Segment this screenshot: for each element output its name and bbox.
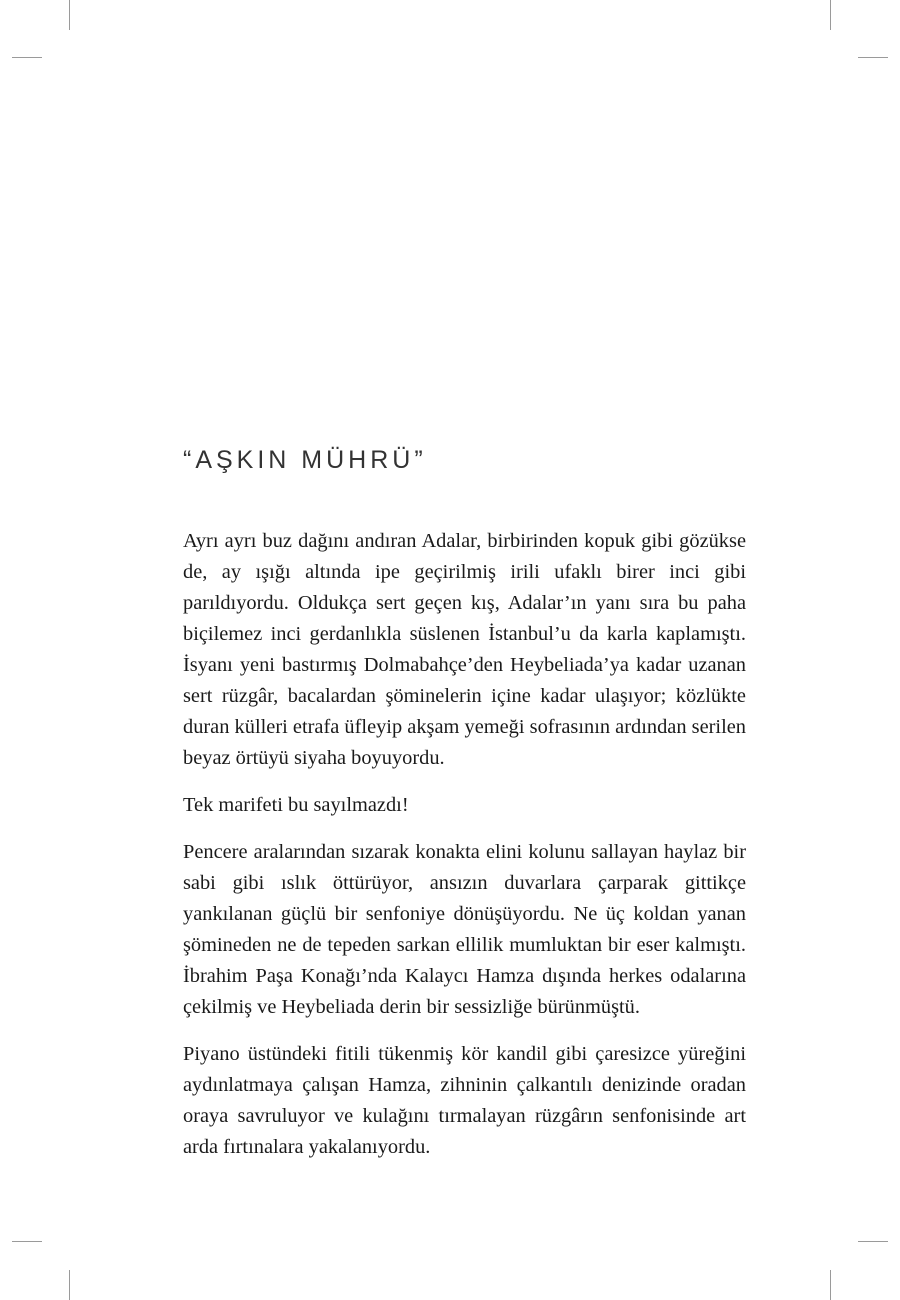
- crop-mark-bottom-right: [830, 1270, 831, 1300]
- paragraph: Pencere aralarından sızarak konakta elini kolunu sallayan haylaz bir sabi gibi ıslık öttürüyor, ansızın duvarlara çarparak gittikçe yankılanan güçlü bir senfoniye dönüşüyordu. Ne üç koldan yanan şömineden ne de tepeden sarkan ellilik mumluktan bir eser kalmıştı. İbrahim Paşa Konağı’nda Kalaycı Hamza dışında herkes odalarına çekilmiş ve Heybeliada derin bir sessizliğe bürünmüştü.: [183, 841, 746, 1018]
- paragraph: Ayrı ayrı buz dağını andıran Adalar, birbirinden kopuk gibi gözükse de, ay ışığı altında ipe geçirilmiş irili ufaklı birer inci gibi parıldıyordu. Oldukça sert geçen kış, Adalar’ın yanı sıra bu paha biçilemez inci gerdanlıkla süslenen İstanbul’u da karla kaplamıştı. İsyanı yeni bastırmış Dolmabahçe’den Heybeliada’ya kadar uzanan sert rüzgâr, bacalardan şöminelerin içine kadar ulaşıyor; közlükte duran külleri etrafa üfleyip akşam yemeği sofrasının ardından serilen beyaz örtüyü siyaha boyuyordu.: [183, 530, 746, 769]
- crop-mark-bottom-right: [858, 1241, 888, 1242]
- crop-mark-top-right: [830, 0, 831, 30]
- crop-mark-top-left: [12, 57, 42, 58]
- chapter-body: [183, 526, 746, 1179]
- crop-mark-top-left: [69, 0, 70, 30]
- paragraph: Piyano üstündeki fitili tükenmiş kör kandil gibi çaresizce yüreğini aydınlatmaya çalışan Hamza, zihninin çalkantılı denizinde oradan oraya savruluyor ve kulağını tırmalayan rüzgârın senfonisinde art arda fırtınalara yakalanıyordu.: [183, 1043, 746, 1158]
- crop-mark-bottom-left: [69, 1270, 70, 1300]
- crop-mark-bottom-left: [12, 1241, 42, 1242]
- chapter-title: “AŞKIN MÜHRÜ”: [183, 446, 427, 474]
- crop-mark-top-right: [858, 57, 888, 58]
- paragraph: Tek marifeti bu sayılmazdı!: [183, 794, 409, 816]
